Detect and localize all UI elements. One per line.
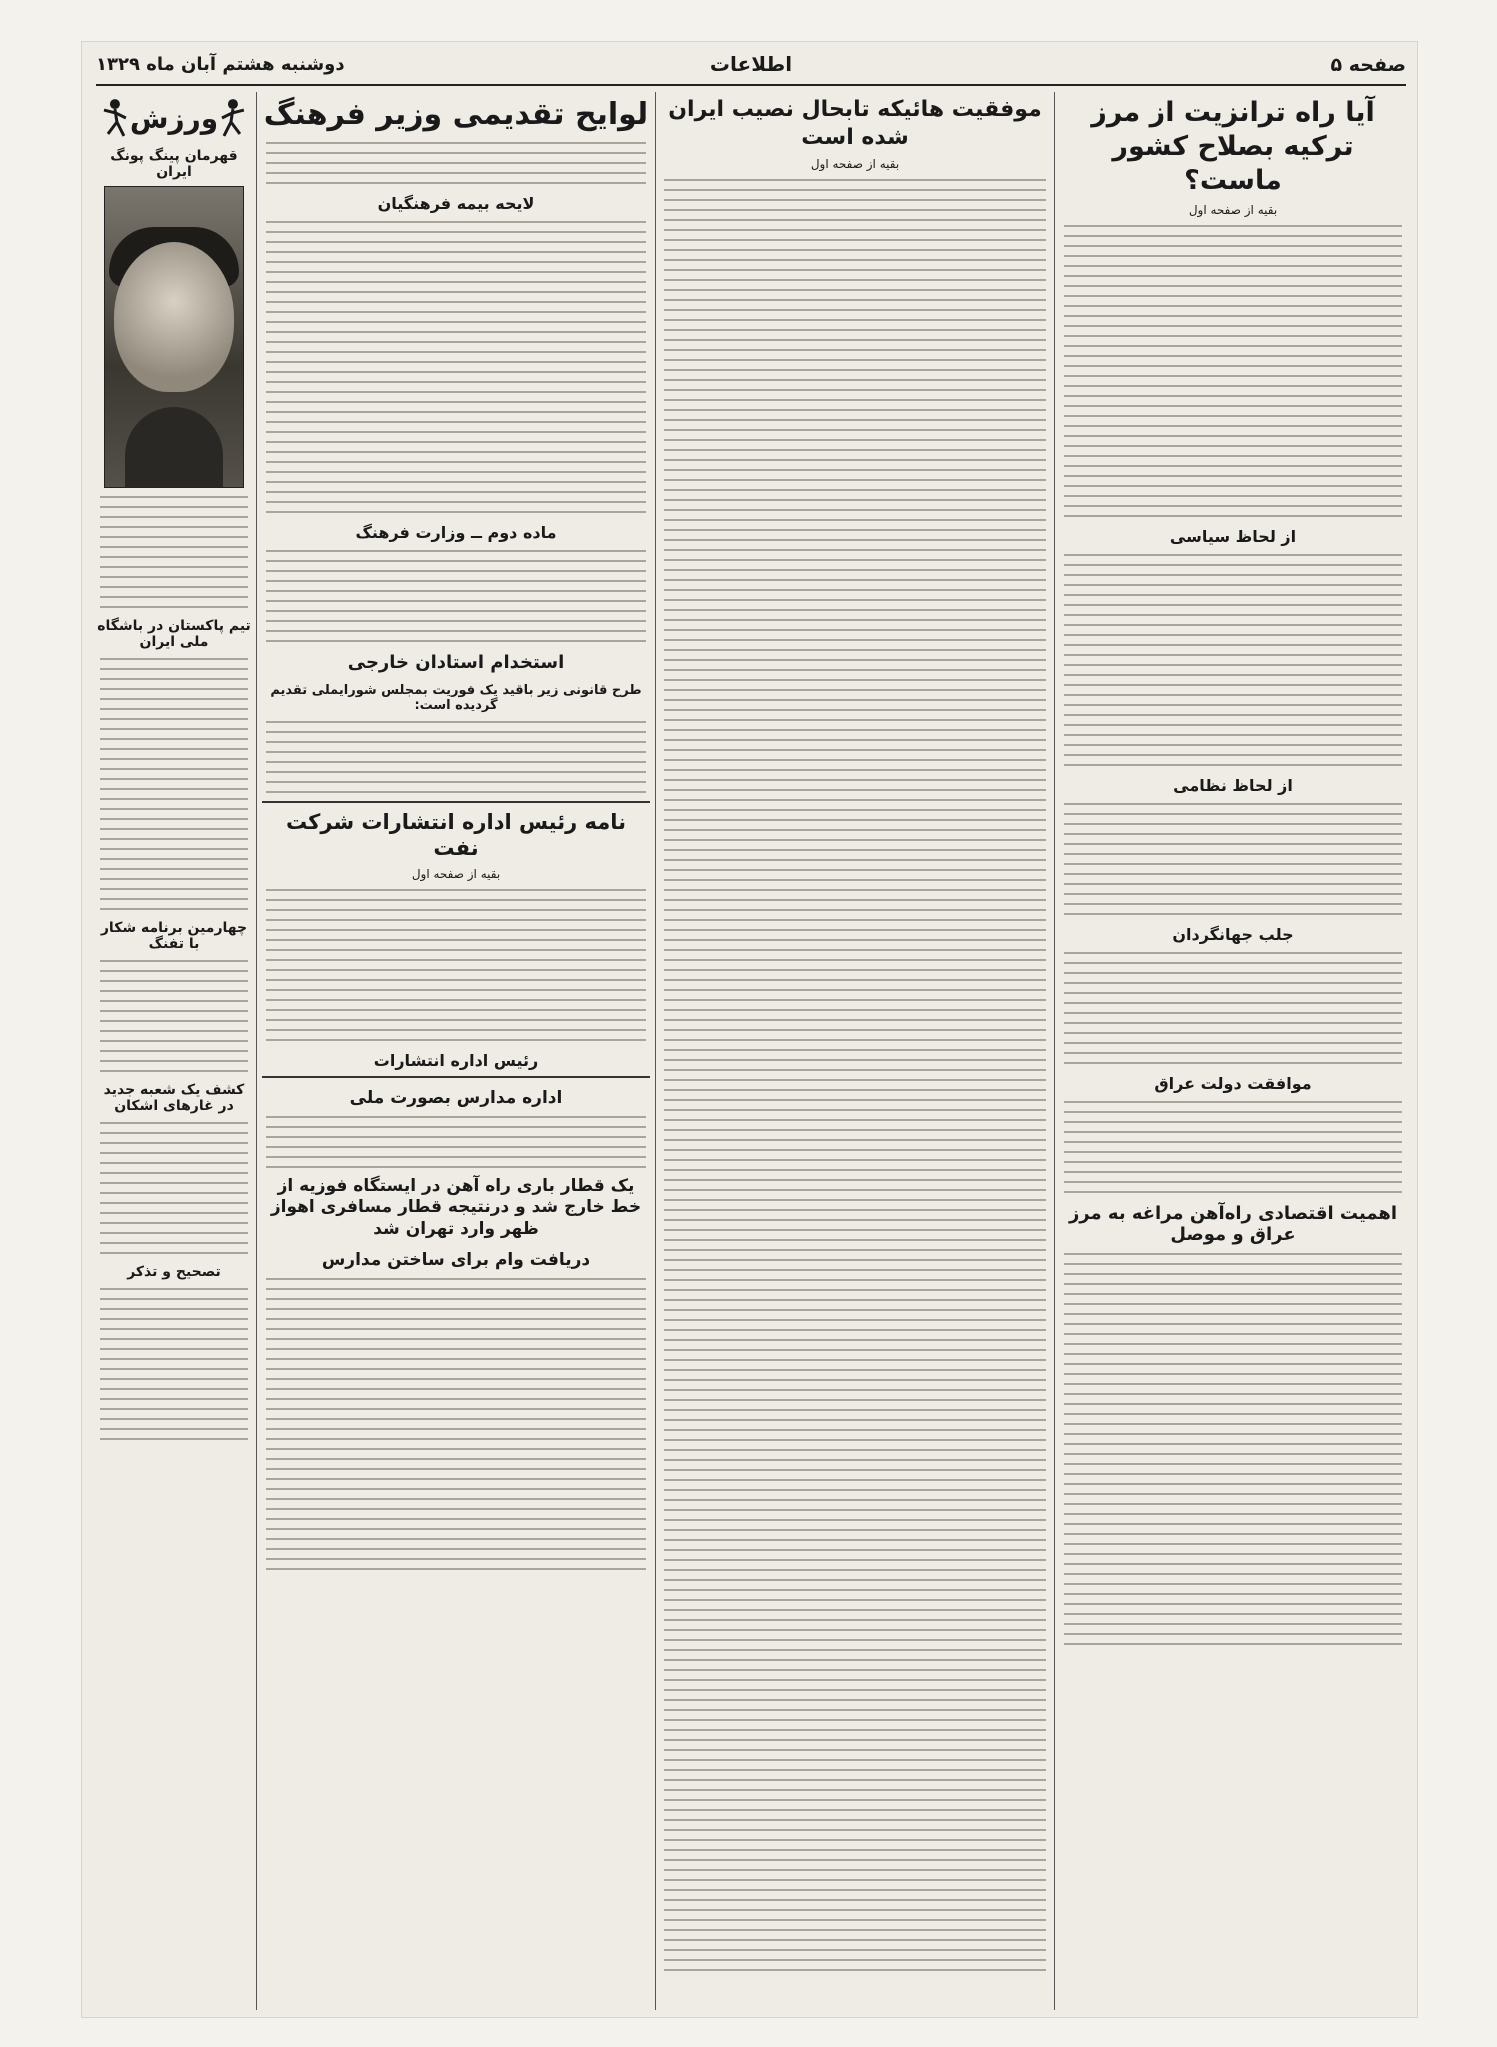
article-body	[266, 221, 646, 513]
subhead: از لحاظ نظامی	[1173, 776, 1293, 796]
column-culture-article	[262, 92, 650, 2010]
article-body	[266, 550, 646, 642]
article-body	[100, 496, 248, 608]
page-number: صفحه ۵	[1330, 54, 1406, 76]
column-sports	[96, 92, 252, 2010]
masthead	[96, 48, 1406, 86]
article-body	[100, 1288, 248, 1440]
continued-note: بقیه از صفحه اول	[810, 157, 900, 171]
article-body	[1064, 225, 1402, 517]
runner-icon	[100, 98, 130, 138]
column-rule	[256, 92, 257, 2010]
article-body	[664, 179, 1046, 1971]
subhead: جلب جهانگردان	[1172, 925, 1294, 945]
article-body	[1064, 803, 1402, 915]
subhead: دریافت وام برای ساختن مدارس	[321, 1249, 591, 1270]
box-rule	[262, 801, 650, 803]
article-body	[266, 1278, 646, 1570]
subhead: تیم پاکستان در باشگاه ملی ایران	[97, 618, 251, 650]
subhead: طرح قانونی زیر باقید یک فوریت بمجلس شورایملی تقدیم گردیده است:	[270, 682, 642, 713]
subhead: کشف یک شعبه جدید در غارهای اشکان	[103, 1082, 245, 1114]
article-body	[1064, 1253, 1402, 1645]
article-body	[266, 1116, 646, 1168]
article-headline: موفقیت هائیکه تابحال نصیب ایران شده است	[668, 97, 1042, 150]
article-body	[1064, 554, 1402, 766]
subhead: چهارمین برنامه شکار با تفنگ	[100, 920, 248, 952]
column-achievements-article	[660, 92, 1050, 2010]
subhead: موافقت دولت عراق	[1154, 1074, 1312, 1094]
article-headline: لوایح تقدیمی وزیر فرهنگ	[263, 97, 649, 132]
continued-note: بقیه از صفحه اول	[1188, 203, 1278, 218]
paper-name: اطلاعات	[709, 52, 793, 76]
continued-note: بقیه از صفحه اول	[411, 867, 501, 881]
photo-shoulders	[125, 407, 223, 487]
subhead: از لحاظ سیاسی	[1169, 527, 1297, 547]
article-intro	[266, 142, 646, 184]
subhead: استخدام استادان خارجی	[347, 651, 565, 673]
column-rule	[1054, 92, 1055, 2010]
column-rule	[655, 92, 656, 2010]
box-rule	[262, 1076, 650, 1078]
photo-caption: قهرمان پینگ پونگ ایران	[110, 148, 238, 180]
box-headline: یک قطار باری راه آهن در ایستگاه فوزیه از خط خارج شد و درنتیجه قطار مسافری اهواز ظهر وارد تهران شد	[270, 1176, 642, 1239]
box-headline: نامه رئیس اداره انتشارات شرکت نفت	[285, 809, 627, 860]
column-transit-article	[1060, 92, 1406, 2010]
subhead: اهمیت اقتصادی راه‌آهن مراغه به مرز عراق و موصل	[1068, 1203, 1398, 1246]
champion-photo	[104, 186, 244, 488]
subhead: اداره مدارس بصورت ملی	[349, 1088, 563, 1108]
article-body	[266, 721, 646, 793]
article-body	[266, 889, 646, 1041]
article-body	[1064, 952, 1402, 1064]
sports-header	[100, 98, 248, 138]
subhead: لایحه بیمه فرهنگیان	[377, 193, 535, 213]
box-signature: رئیس اداره انتشارات	[373, 1051, 539, 1070]
sports-section-title: ورزش	[129, 101, 219, 135]
article-body	[100, 960, 248, 1072]
photo-face	[114, 242, 234, 392]
article-body	[100, 658, 248, 910]
article-body	[100, 1122, 248, 1254]
article-body	[1064, 1101, 1402, 1193]
athlete-icon	[218, 98, 248, 138]
article-headline: آیا راه ترانزیت از مرز ترکیه بصلاح کشور ماست؟	[1091, 97, 1375, 196]
issue-date: دوشنبه هشتم آبان ماه ۱۳۲۹	[96, 54, 345, 75]
subhead: تصحیح و تذکر	[127, 1264, 221, 1280]
subhead: ماده دوم ــ وزارت فرهنگ	[355, 522, 557, 542]
